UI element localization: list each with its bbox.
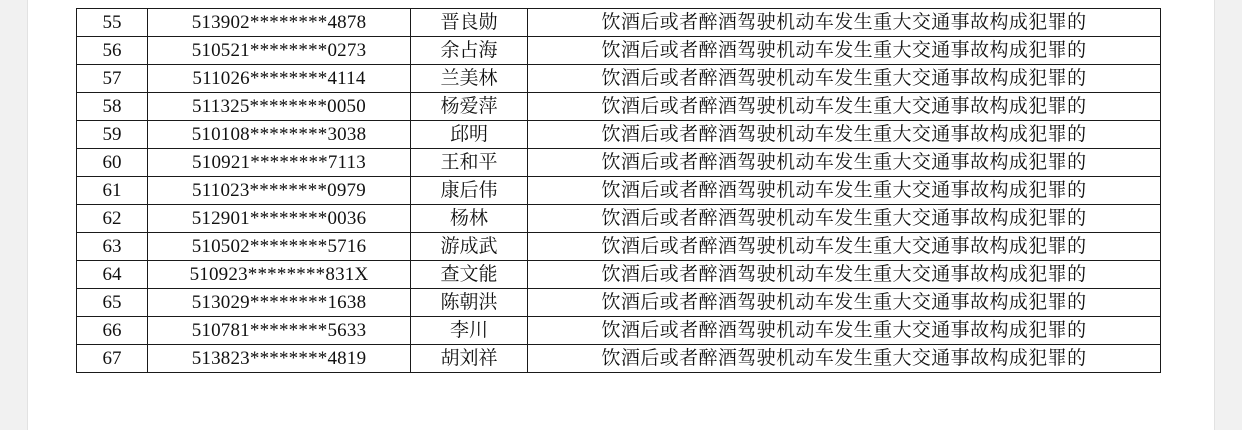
document-page <box>28 0 1214 430</box>
cell-name: 杨爱萍 <box>411 93 528 121</box>
cell-reason: 饮酒后或者醉酒驾驶机动车发生重大交通事故构成犯罪的 <box>528 261 1161 289</box>
table-row <box>77 9 1161 37</box>
cell-id-number: 511325********0050 <box>148 93 411 121</box>
cell-id-number: 510108********3038 <box>148 121 411 149</box>
cell-name: 兰美林 <box>411 65 528 93</box>
cell-name: 查文能 <box>411 261 528 289</box>
cell-id-number: 510521********0273 <box>148 37 411 65</box>
cell-id-number: 512901********0036 <box>148 205 411 233</box>
cell-name: 陈朝洪 <box>411 289 528 317</box>
table-row <box>77 317 1161 345</box>
cell-index: 67 <box>77 345 148 373</box>
cell-id-number: 510781********5633 <box>148 317 411 345</box>
cell-name: 李川 <box>411 317 528 345</box>
cell-reason: 饮酒后或者醉酒驾驶机动车发生重大交通事故构成犯罪的 <box>528 317 1161 345</box>
cell-id-number: 513029********1638 <box>148 289 411 317</box>
table-row <box>77 65 1161 93</box>
cell-index: 55 <box>77 9 148 37</box>
table-row <box>77 205 1161 233</box>
cell-id-number: 511023********0979 <box>148 177 411 205</box>
table-row <box>77 289 1161 317</box>
cell-name: 邱明 <box>411 121 528 149</box>
cell-reason: 饮酒后或者醉酒驾驶机动车发生重大交通事故构成犯罪的 <box>528 65 1161 93</box>
table-row <box>77 121 1161 149</box>
cell-reason: 饮酒后或者醉酒驾驶机动车发生重大交通事故构成犯罪的 <box>528 205 1161 233</box>
cell-reason: 饮酒后或者醉酒驾驶机动车发生重大交通事故构成犯罪的 <box>528 149 1161 177</box>
cell-reason: 饮酒后或者醉酒驾驶机动车发生重大交通事故构成犯罪的 <box>528 289 1161 317</box>
cell-id-number: 510923********831X <box>148 261 411 289</box>
cell-name: 胡刘祥 <box>411 345 528 373</box>
table-row <box>77 261 1161 289</box>
cell-reason: 饮酒后或者醉酒驾驶机动车发生重大交通事故构成犯罪的 <box>528 37 1161 65</box>
cell-index: 64 <box>77 261 148 289</box>
cell-index: 57 <box>77 65 148 93</box>
cell-id-number: 510502********5716 <box>148 233 411 261</box>
table-row <box>77 345 1161 373</box>
table-body <box>77 9 1161 373</box>
cell-index: 63 <box>77 233 148 261</box>
cell-name: 游成武 <box>411 233 528 261</box>
cell-index: 61 <box>77 177 148 205</box>
cell-id-number: 511026********4114 <box>148 65 411 93</box>
cell-reason: 饮酒后或者醉酒驾驶机动车发生重大交通事故构成犯罪的 <box>528 121 1161 149</box>
cell-reason: 饮酒后或者醉酒驾驶机动车发生重大交通事故构成犯罪的 <box>528 9 1161 37</box>
table-row <box>77 93 1161 121</box>
cell-index: 65 <box>77 289 148 317</box>
cell-reason: 饮酒后或者醉酒驾驶机动车发生重大交通事故构成犯罪的 <box>528 177 1161 205</box>
cell-index: 58 <box>77 93 148 121</box>
cell-reason: 饮酒后或者醉酒驾驶机动车发生重大交通事故构成犯罪的 <box>528 233 1161 261</box>
cell-index: 62 <box>77 205 148 233</box>
violation-table <box>76 8 1161 373</box>
cell-index: 60 <box>77 149 148 177</box>
table-row <box>77 37 1161 65</box>
cell-reason: 饮酒后或者醉酒驾驶机动车发生重大交通事故构成犯罪的 <box>528 93 1161 121</box>
cell-id-number: 513902********4878 <box>148 9 411 37</box>
cell-name: 康后伟 <box>411 177 528 205</box>
cell-name: 杨林 <box>411 205 528 233</box>
table-row <box>77 233 1161 261</box>
cell-index: 59 <box>77 121 148 149</box>
cell-index: 66 <box>77 317 148 345</box>
cell-reason: 饮酒后或者醉酒驾驶机动车发生重大交通事故构成犯罪的 <box>528 345 1161 373</box>
cell-id-number: 510921********7113 <box>148 149 411 177</box>
vertical-scrollbar[interactable] <box>1228 0 1242 430</box>
cell-index: 56 <box>77 37 148 65</box>
table-row <box>77 177 1161 205</box>
cell-name: 余占海 <box>411 37 528 65</box>
table-row <box>77 149 1161 177</box>
cell-name: 王和平 <box>411 149 528 177</box>
cell-id-number: 513823********4819 <box>148 345 411 373</box>
cell-name: 晋良勋 <box>411 9 528 37</box>
